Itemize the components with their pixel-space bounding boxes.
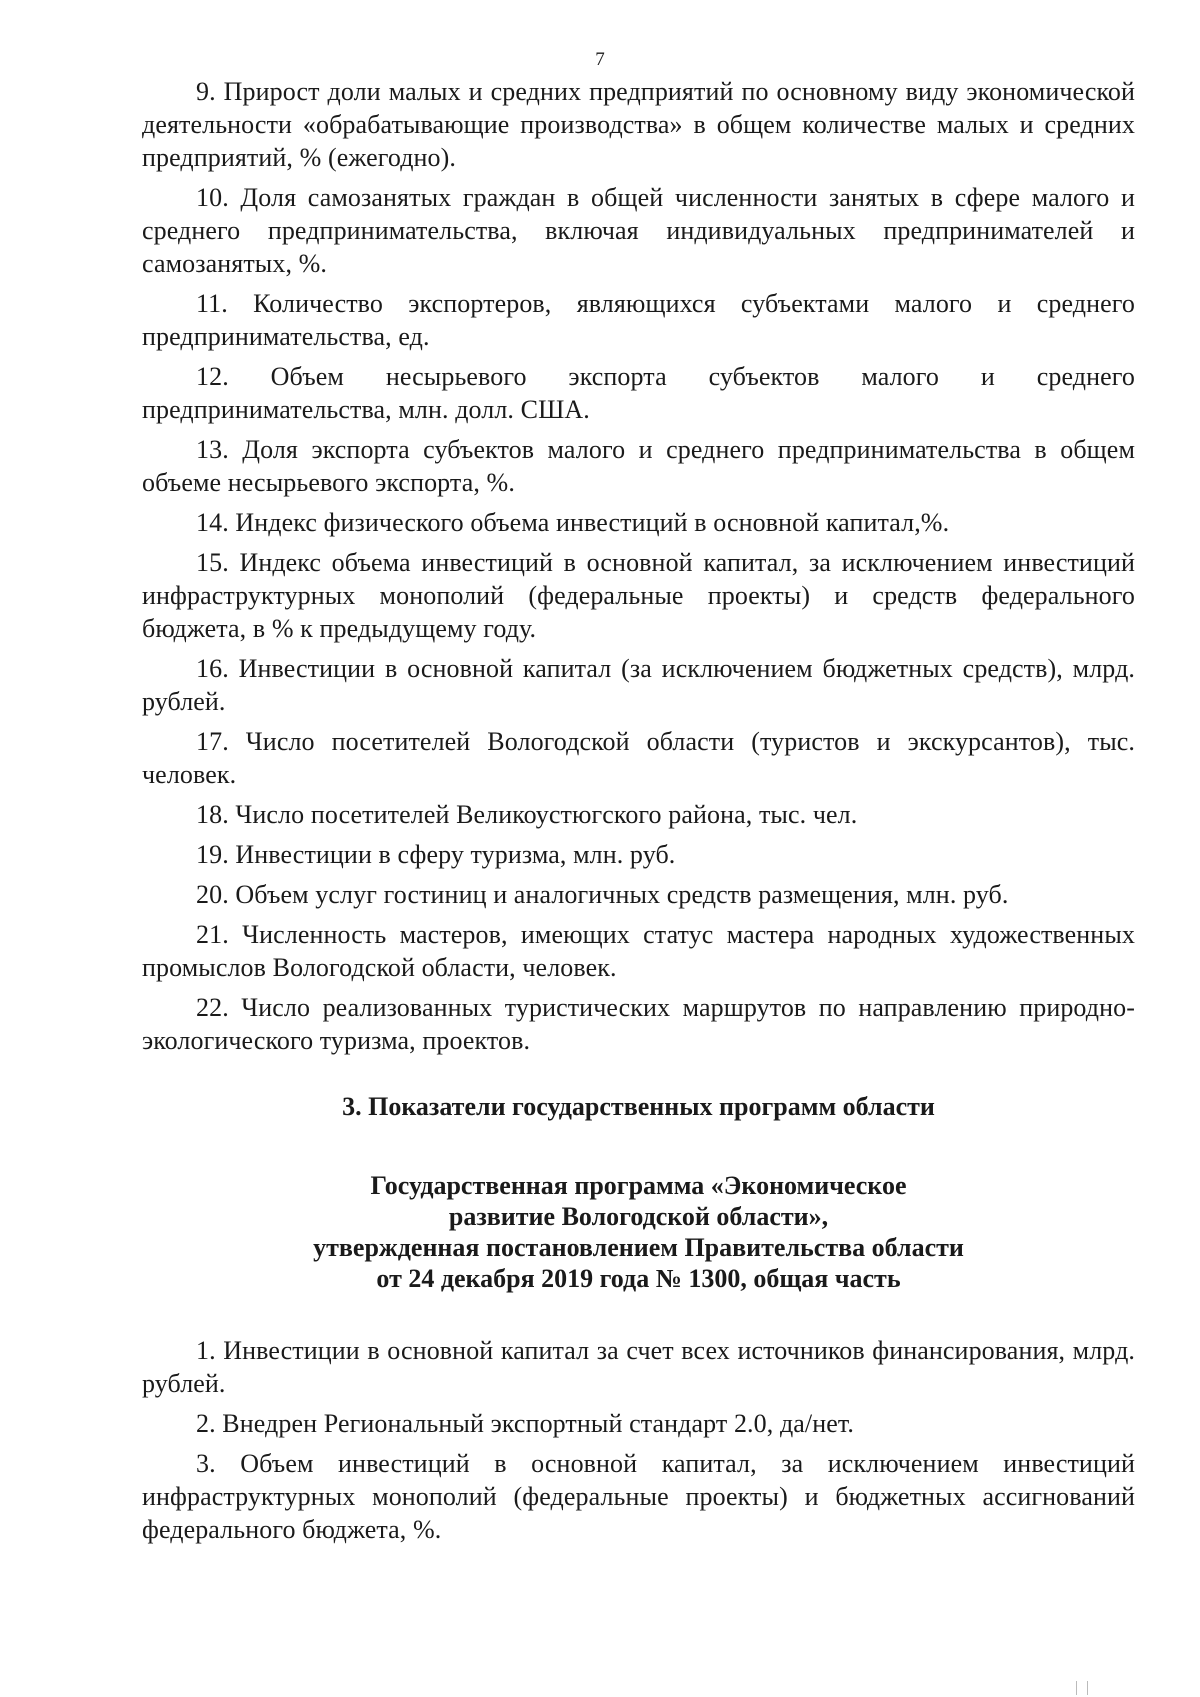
page-number: 7 (595, 49, 605, 70)
program-indicator-item: 1. Инвестиции в основной капитал за счет всех источников финансирования, млрд. рублей. (142, 1336, 1135, 1398)
indicator-item: 13. Доля экспорта субъектов малого и среднего предпринимательства в общем объеме несырьевого экспорта, %. (142, 435, 1135, 497)
indicator-item: 17. Число посетителей Вологодской области (туристов и экскурсантов), тыс. человек. (142, 727, 1135, 789)
program-heading (142, 1170, 1135, 1294)
program-heading-line: развитие Вологодской области», (448, 1202, 829, 1231)
indicator-item: 22. Число реализованных туристических маршрутов по направлению природно-экологического туризма, проектов. (142, 993, 1135, 1055)
indicator-item: 11. Количество экспортеров, являющихся субъектами малого и среднего предпринимательства, ед. (142, 289, 1135, 351)
indicator-item: 9. Прирост доли малых и средних предприятий по основному виду экономической деятельности «обрабатывающие производства» в общем количестве малых и средних предприятий, % (ежегодно). (142, 77, 1135, 172)
indicator-item: 20. Объем услуг гостиниц и аналогичных средств размещения, млн. руб. (196, 880, 1009, 909)
indicator-item: 16. Инвестиции в основной капитал (за исключением бюджетных средств), млрд. рублей. (142, 654, 1135, 716)
document-body (142, 75, 1135, 1553)
scan-mark (1076, 1681, 1088, 1695)
indicator-item: 14. Индекс физического объема инвестиций в основной капитал,%. (196, 508, 950, 537)
program-indicator-list (142, 1334, 1135, 1546)
indicator-item: 19. Инвестиции в сферу туризма, млн. руб. (196, 840, 676, 869)
indicator-item: 10. Доля самозанятых граждан в общей численности занятых в сфере малого и среднего предпринимательства, включая индивидуальных предпринимателей и самозанятых, %. (142, 183, 1135, 278)
indicator-item: 21. Численность мастеров, имеющих статус мастера народных художественных промыслов Вологодской области, человек. (142, 920, 1135, 982)
program-heading-line: Государственная программа «Экономическое (370, 1171, 907, 1200)
program-indicator-item: 2. Внедрен Региональный экспортный стандарт 2.0, да/нет. (196, 1409, 855, 1438)
program-heading-line: от 24 декабря 2019 года № 1300, общая часть (376, 1264, 901, 1293)
section-heading: 3. Показатели государственных программ области (342, 1092, 935, 1121)
indicator-list (142, 75, 1135, 1057)
indicator-item: 12. Объем несырьевого экспорта субъектов малого и среднего предпринимательства, млн. долл. США. (142, 362, 1135, 424)
program-heading-line: утвержденная постановлением Правительства области (313, 1233, 964, 1262)
program-indicator-item: 3. Объем инвестиций в основной капитал, за исключением инвестиций инфраструктурных монополий (федеральные проекты) и бюджетных ассигнований федерального бюджета, %. (142, 1449, 1135, 1544)
indicator-item: 18. Число посетителей Великоустюгского района, тыс. чел. (196, 800, 858, 829)
indicator-item: 15. Индекс объема инвестиций в основной капитал, за исключением инвестиций инфраструктурных монополий (федеральные проекты) и средств федерального бюджета, в % к предыдущему году. (142, 548, 1135, 643)
